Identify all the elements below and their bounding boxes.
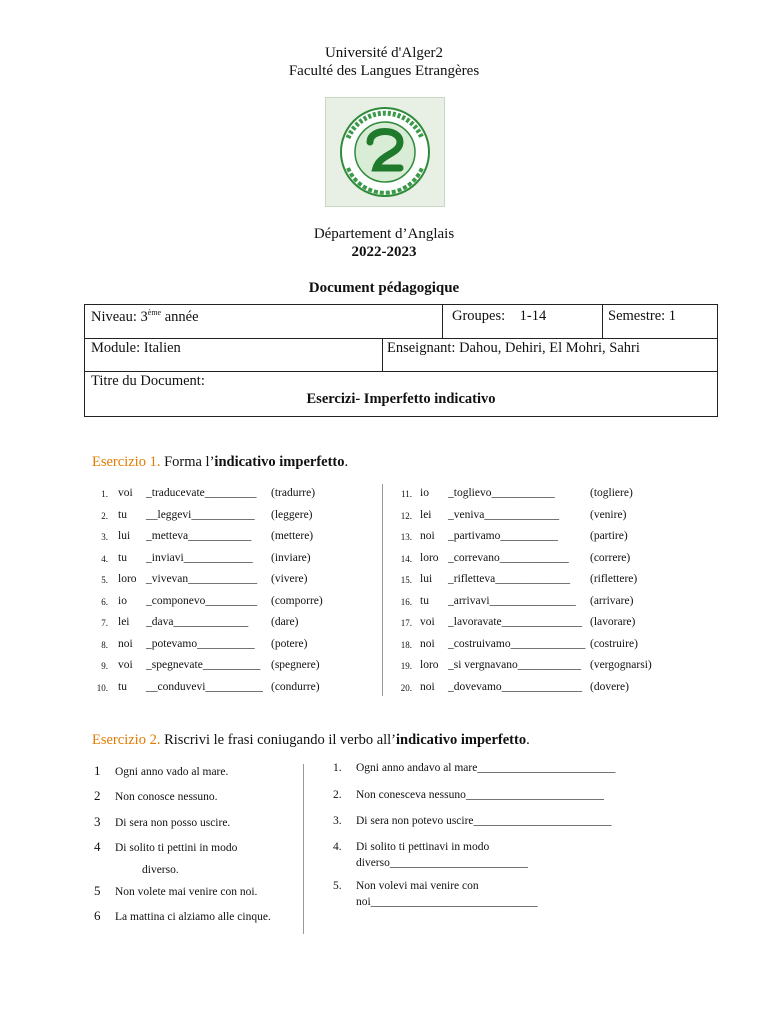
exercise-1-item — [88, 551, 373, 565]
item-answer: _dovevamo______________ — [448, 680, 583, 693]
department-name: Département d’Anglais — [313, 226, 455, 242]
item-answer: _veniva_____________ — [448, 508, 560, 521]
item-infinitive: (venire) — [590, 508, 627, 521]
item-pronoun: tu — [118, 680, 127, 693]
item-number: 15. — [400, 575, 412, 585]
answer-number: 4. — [333, 841, 342, 853]
item-answer: __conduvevi__________ — [146, 680, 263, 693]
sentence-text: Non volete mai venire con noi. — [115, 886, 258, 898]
item-pronoun: noi — [118, 637, 133, 650]
semestre-cell: Semestre: 1 — [608, 308, 677, 324]
answer-text-continued: diverso________________________ — [356, 857, 528, 869]
item-number: 14. — [400, 553, 412, 564]
item-answer: _inviavi____________ — [146, 551, 253, 564]
exercise-1-item — [392, 615, 682, 629]
item-answer: _si vergnavano___________ — [448, 659, 581, 671]
item-answer: _spegnevate__________ — [146, 659, 261, 671]
item-answer: _correvano____________ — [448, 551, 569, 564]
item-pronoun: tu — [118, 508, 127, 521]
answer-number: 5. — [333, 880, 342, 892]
enseignant-cell: Enseignant: Dahou, Dehiri, El Mohri, Sahri — [387, 340, 640, 356]
item-pronoun: lui — [118, 530, 131, 542]
item-infinitive: (riflettere) — [590, 573, 638, 585]
item-infinitive: (lavorare) — [590, 616, 636, 628]
item-infinitive: (arrivare) — [590, 594, 634, 607]
exercise-1-item — [88, 572, 373, 586]
exercise-2-title: Esercizio 2. Riscrivi le frasi coniugando il verbo all’indicativo imperfetto. — [92, 732, 530, 748]
exercise-1-item — [88, 508, 373, 522]
sentence-text: Di solito ti pettini in modo — [115, 842, 238, 854]
module-cell: Module: Italien — [91, 340, 181, 356]
sentence-text: La mattina ci alziamo alle cinque. — [115, 911, 271, 923]
item-number: 9. — [101, 661, 108, 671]
document-type: Document pédagogique — [308, 280, 460, 296]
item-infinitive: (mettere) — [271, 530, 314, 542]
item-number: 13. — [400, 532, 412, 542]
faculty-name: Faculté des Langues Etrangères — [288, 63, 480, 79]
titre-label: Titre du Document: — [91, 373, 205, 389]
answer-number: 3. — [333, 815, 342, 827]
item-number: 11. — [401, 489, 412, 499]
answer-number: 1. — [333, 762, 342, 774]
answer-text: Non conesceva nessuno________________________ — [356, 789, 604, 801]
item-infinitive: (potere) — [271, 637, 308, 650]
item-number: 7. — [101, 618, 108, 628]
exercise-1-item — [392, 658, 682, 672]
item-pronoun: loro — [420, 659, 439, 671]
item-number: 20. — [400, 682, 412, 693]
sentence-text: Non conosce nessuno. — [115, 791, 218, 803]
item-infinitive: (inviare) — [271, 551, 311, 564]
item-number: 17. — [400, 618, 412, 628]
exercise-1-item — [88, 680, 373, 694]
exercise-1-item — [392, 637, 682, 651]
answer-text: Di sera non potevo uscire________________________ — [356, 815, 612, 827]
item-infinitive: (tradurre) — [271, 487, 316, 499]
exercise-1-item — [392, 551, 682, 565]
item-pronoun: noi — [420, 530, 435, 542]
item-answer: _lavoravate______________ — [448, 616, 583, 628]
item-pronoun: lei — [118, 616, 130, 628]
item-number: 2. — [101, 510, 108, 521]
exercise-1-item — [392, 572, 682, 586]
answer-text-continued: noi_____________________________ — [356, 896, 538, 908]
item-infinitive: (dare) — [271, 616, 299, 628]
item-number: 8. — [101, 639, 108, 650]
item-infinitive: (comporre) — [271, 594, 323, 607]
item-pronoun: loro — [420, 551, 439, 564]
item-answer: _arrivavi_______________ — [448, 594, 576, 607]
university-name: Université d'Alger2 — [324, 45, 444, 61]
item-number: 6. — [101, 596, 108, 607]
exercise-1-divider — [382, 484, 383, 696]
exercise-1-item — [88, 615, 373, 629]
item-answer: _costruivamo_____________ — [448, 637, 586, 650]
item-number: 5. — [101, 575, 108, 585]
item-answer: _toglievo___________ — [448, 487, 555, 499]
item-infinitive: (costruire) — [590, 637, 638, 650]
exercise-1-title: Esercizio 1. Forma l’indicativo imperfetto. — [92, 454, 349, 470]
sentence-number: 4 — [94, 839, 101, 854]
item-answer: _rifletteva_____________ — [448, 573, 571, 585]
item-pronoun: tu — [420, 594, 429, 607]
item-number: 16. — [400, 596, 412, 607]
sentence-text: Di sera non posso uscire. — [115, 817, 231, 829]
exercise-1-item — [88, 529, 373, 543]
item-number: 19. — [400, 661, 412, 671]
exercise-1-item — [392, 508, 682, 522]
item-pronoun: noi — [420, 637, 435, 650]
item-answer: _partivamo__________ — [448, 530, 558, 542]
exercise-1-item — [88, 637, 373, 651]
exercise-1-item — [88, 594, 373, 608]
item-infinitive: (togliere) — [590, 487, 633, 499]
item-pronoun: voi — [118, 659, 133, 671]
sentence-text: Ogni anno vado al mare. — [115, 766, 229, 778]
item-answer: _traducevate_________ — [146, 487, 257, 499]
document-title: Esercizi- Imperfetto indicativo — [306, 391, 496, 407]
exercise-2-divider — [303, 764, 304, 934]
sentence-number: 1 — [94, 763, 101, 778]
sentence-number: 5 — [94, 883, 101, 898]
item-answer: _dava_____________ — [146, 616, 249, 628]
item-number: 18. — [400, 639, 412, 650]
item-infinitive: (dovere) — [590, 680, 629, 693]
sentence-number: 3 — [94, 814, 101, 829]
academic-year: 2022-2023 — [351, 244, 417, 260]
item-pronoun: voi — [118, 487, 133, 499]
item-answer: _potevamo__________ — [146, 637, 255, 650]
item-pronoun: lui — [420, 573, 433, 585]
item-infinitive: (vivere) — [271, 573, 308, 585]
item-number: 12. — [400, 510, 412, 521]
item-pronoun: lei — [420, 508, 432, 521]
exercise-1-item — [392, 529, 682, 543]
exercise-1-item — [392, 594, 682, 608]
item-pronoun: io — [420, 487, 429, 499]
item-number: 1. — [101, 489, 108, 499]
item-pronoun: voi — [420, 616, 435, 628]
item-pronoun: tu — [118, 551, 127, 564]
exercise-1-item — [88, 486, 373, 500]
item-infinitive: (correre) — [590, 551, 631, 564]
item-answer: _vivevan____________ — [146, 573, 258, 585]
item-answer: _componevo_________ — [146, 594, 258, 607]
university-logo — [325, 97, 445, 207]
item-answer: __leggevi___________ — [146, 508, 255, 521]
exercise-1-item — [88, 658, 373, 672]
sentence-number: 2 — [94, 788, 101, 803]
sentence-text-continued: diverso. — [142, 864, 179, 876]
item-answer: _metteva___________ — [146, 530, 252, 542]
answer-text: Ogni anno andavo al mare________________________ — [356, 762, 616, 774]
item-infinitive: (vergognarsi) — [590, 659, 652, 671]
item-pronoun: io — [118, 594, 127, 607]
item-infinitive: (condurre) — [271, 680, 320, 693]
item-number: 4. — [101, 553, 108, 564]
item-infinitive: (leggere) — [271, 508, 313, 521]
exercise-1-item — [392, 680, 682, 694]
item-pronoun: noi — [420, 680, 435, 693]
answer-number: 2. — [333, 789, 342, 801]
item-number: 3. — [101, 532, 108, 542]
item-number: 10. — [96, 682, 108, 693]
answer-text: Di solito ti pettinavi in modo — [356, 841, 490, 853]
groupes-cell: Groupes: 1-14 — [452, 308, 547, 324]
item-infinitive: (partire) — [590, 530, 628, 542]
sentence-number: 6 — [94, 908, 101, 923]
exercise-1-item — [392, 486, 682, 500]
item-infinitive: (spegnere) — [271, 659, 320, 671]
info-table — [84, 304, 718, 417]
item-pronoun: loro — [118, 573, 137, 585]
niveau-cell: Niveau: 3ème année — [91, 308, 199, 325]
answer-text: Non volevi mai venire con — [356, 880, 479, 892]
